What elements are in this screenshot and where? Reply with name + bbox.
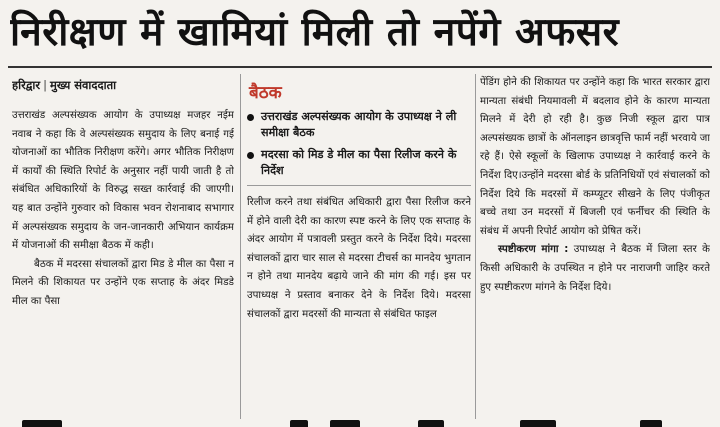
highlights-list — [247, 109, 471, 179]
article-paragraph — [480, 241, 710, 297]
byline-author: मुख्य संवाददाता — [49, 78, 117, 92]
section-title: बैठक — [249, 83, 282, 103]
subhead-body: उपाध्यक्ष ने बैठक में जिला स्तर के किसी अधिकारी के उपस्थित न होने पर नाराजगी जाहिर करते हुए स्पष्टीकरण मांगने के निर्देश दिये। — [480, 244, 710, 293]
byline — [12, 78, 234, 93]
bullet-dot-icon — [247, 152, 254, 159]
article-paragraph: उत्तराखंड अल्पसंख्यक आयोग के उपाध्यक्ष मजहर नईम नवाब ने कहा कि वे अल्पसंख्यक समुदाय के लिए बनाई गई योजनाओं का भौतिक निरीक्षण करेंगे। अगर भौतिक निरीक्षण में कार्यों की स्थिति रिपोर्ट के अनुसार नहीं पायी जाती है तो संबंधित अधिकारियों के विरुद्ध सख्त कार्रवाई की जाएगी। यह बात उन्होंने गुरुवार को विकास भवन रोशनाबाद सभागार में अल्पसंख्यक समुदाय के जन-जानकारी अभियान कार्यक्रम में योजनाओं की समीक्षा बैठक में कही। — [12, 110, 234, 252]
byline-place: हरिद्वार — [12, 78, 41, 92]
byline-separator: | — [43, 78, 47, 92]
column-1 — [12, 74, 234, 419]
article-paragraph: रिलीज करने तथा संबंधित अधिकारी द्वारा पैसा रिलीज करने में होने वाली देरी का कारण स्पष्ट करने के लिए एक सप्ताह के अंदर आयोग में पत्रावली प्रस्तुत करने के निर्देश दिये। मदरसा संचालकों द्वारा चार साल से मदरसा टीचर्स का मानदेय भुगतान न होने तथा मानदेय बढ़ाये जाने की मांग की गई। इस पर उपाध्यक्ष ने प्रस्ताव बनाकर देने के निर्देश दिये। मदरसा संचालकों द्वारा मदरसों की मान्यता से संबंधित फाइल — [247, 197, 471, 320]
subhead-lead: स्पष्टीकरण मांगा : — [498, 244, 569, 256]
column-divider — [475, 74, 476, 419]
headline-rule — [8, 66, 712, 68]
highlight-item — [247, 147, 471, 179]
highlight-text: उत्तराखंड अल्पसंख्यक आयोग के उपाध्यक्ष ने ली समीक्षा बैठक — [261, 110, 457, 139]
highlight-text: मदरसा को मिड डे मील का पैसा रिलीज करने के निर्देश — [261, 148, 457, 177]
column-divider — [240, 74, 241, 419]
column-2 — [247, 74, 471, 419]
highlight-item — [247, 109, 471, 141]
column-3 — [480, 74, 710, 419]
headline: निरीक्षण में खामियां मिली तो नपेंगे अफसर — [10, 10, 620, 55]
article-paragraph: बैठक में मदरसा संचालकों द्वारा मिड डे मील का पैसा न मिलने की शिकायत पर उन्होंने एक सप्ताह के अंदर मिडडे मील का पैसा — [12, 258, 234, 307]
article-paragraph: पेंडिंग होने की शिकायत पर उन्होंने कहा कि भारत सरकार द्वारा मान्यता संबंधी नियमावली में बदलाव होने के कारण मान्यता मिलने में देरी हो रही है। कुछ निजी स्कूल द्वारा पात्र अल्पसंख्यक छात्रों के ऑनलाइन छात्रवृत्ति फार्म नहीं भरवाये जा रहे हैं। ऐसे स्कूलों के खिलाफ उपाध्यक्ष ने कार्रवाई करने के निर्देश दिए।उन्होंने मदरसा बोर्ड के प्रतिनिधियों एवं संचालकों को निर्देश दिये कि मदरसों में कम्प्यूटर सीखने के लिए पंजीकृत बच्चे तथा उन मदरसों में बिजली एवं फर्नीचर की स्थिति के संबंध में अपनी रिपोर्ट आयोग को प्रेषित करें। — [480, 77, 710, 237]
bullet-dot-icon — [247, 114, 254, 121]
section-divider — [247, 185, 471, 186]
cropped-next-line — [0, 416, 720, 427]
